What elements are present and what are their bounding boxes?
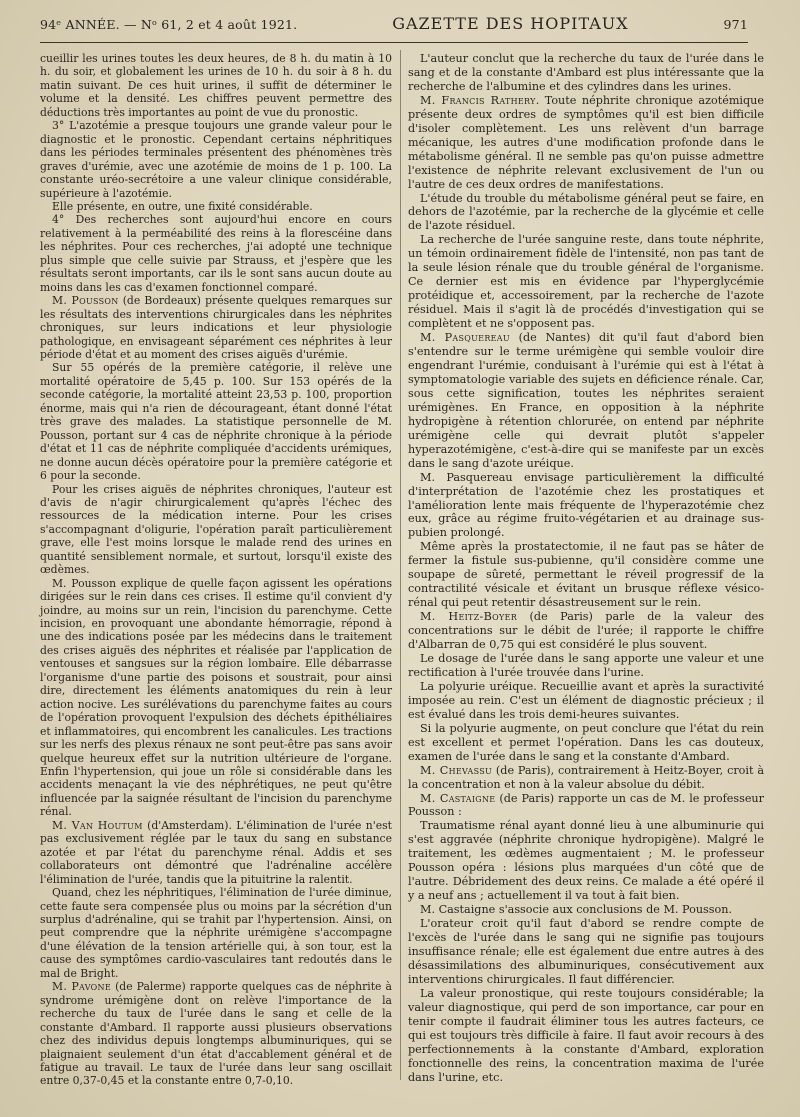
paragraph-text: (de Paris), contrairement à Heitz-Boyer, croit à la concentration et non à la valeur absolue du débit. xyxy=(408,763,764,791)
speaker-name: M. Heitz-Boyer xyxy=(420,610,518,624)
paragraph xyxy=(408,764,764,792)
paragraph-text: Sur 55 opérés de la première catégorie, il relève une mortalité opératoire de 5,45 p. 100. Sur 153 opérés de la seconde catégorie, la mortalité atteint 23,53 p. 100, proportion énorme, mais qui n'a rien de décourageant, étant donné l'état très grave des malades. La statistique personnelle de M. Pousson, portant sur 4 cas de néphrite chronique à la période d'état et 11 cas de néphrite compliquée d'accidents urémiques, ne donne aucun décès opératoire pour la première catégorie et 6 pour la seconde. xyxy=(40,361,392,483)
paragraph-text: cueillir les urines toutes les deux heures, de 8 h. du matin à 10 h. du soir, et globalement les urines de 10 h. du soir à 8 h. du matin suivant. De ces huit urines, il suffit de déterminer le volume et la densité. Les chiffres peuvent permettre des déductions très importantes au point de vue du pronostic. xyxy=(40,52,392,119)
issue-line: 94ᵉ ANNÉE. — Nᵒ 61, 2 et 4 août 1921. xyxy=(40,17,298,32)
paragraph-text: (de Paris) rapporte un cas de M. le professeur Pousson : xyxy=(408,791,764,819)
page-number: 971 xyxy=(723,17,748,32)
paragraph-text: (de Paris) parle de la valeur des concentrations sur le débit de l'urée; il rapporte le chiffre d'Albarran de 0,75 qui est considéré le plus souvent. xyxy=(408,610,764,652)
header-rule xyxy=(40,42,748,43)
paragraph xyxy=(408,331,764,471)
speaker-name: M. Chevassu xyxy=(420,763,493,777)
paragraph xyxy=(408,233,764,331)
paragraph-text: La recherche de l'urée sanguine reste, dans toute néphrite, un témoin ordinairement fidèle de l'intensité, non pas tant de la seule lésion rénale que du trouble général de l'organisme. Ce dernier est mis en évidence par l'hyperglycémie protéidique et, accessoirement, par la recherche de l'azote résiduel. Mais il s'agit là de procédés d'investigation qui se complètent et ne s'opposent pas. xyxy=(408,233,764,331)
speaker-name: M. Castaigne xyxy=(420,791,496,805)
paragraph xyxy=(40,819,392,886)
paragraph-text: Même après la prostatectomie, il ne faut pas se hâter de fermer la fistule sus-pubienne, qu'il considère comme une soupape de sûreté, permettant le réveil progressif de la contractilité vésicale et évitant un brusque réflexe vésico-rénal qui peut retentir désastreusement sur le rein. xyxy=(408,540,764,610)
speaker-name: M. Pasquereau xyxy=(420,331,510,345)
paragraph-text: La polyurie uréique. Recueillie avant et après la suractivité imposée au rein. C'est un élément de diagnostic précieux ; il est évalué dans les trois demi-heures suivantes. xyxy=(408,679,764,721)
paragraph-text: Le dosage de l'urée dans le sang apporte une valeur et une rectification à l'urée trouvée dans l'urine. xyxy=(408,651,764,679)
paragraph xyxy=(40,119,392,200)
paragraph-text: (de Palerme) rapporte quelques cas de néphrite à syndrome urémigène dont on relève l'importance de la recherche du taux de l'urée dans le sang et celle de la constante d'Ambard. Il rapporte aussi plusieurs observations chez des individus depuis longtemps albuminuriques, qui se plaignaient seulement d'un état d'accablement général et de fatigue au travail. Le taux de l'urée dans leur sang oscillait entre 0,37-0,45 et la constante entre 0,7-0,10. xyxy=(40,980,392,1088)
paragraph-text: 3° L'azotémie a presque toujours une grande valeur pour le diagnostic et le pronostic. Cependant certains néphritiques dans les périodes terminales présentent des phénomènes très graves d'urémie, avec une azotémie de moins de 1 p. 100. La constante uréo-secrétoire a une valeur clinique considérable, supérieure à l'azotémie. xyxy=(40,119,392,200)
paragraph xyxy=(408,819,764,903)
speaker-name: M. Francis Rathery xyxy=(420,93,536,107)
paragraph xyxy=(408,540,764,610)
paragraph-text: (de Bordeaux) présente quelques remarques sur les résultats des interventions chirurgicales dans les néphrites chroniques, sur leurs indications et leur physiologie pathologique, en envisageant séparément ces néphrites à leur période d'état et au moment des crises aiguës d'urémie. xyxy=(40,294,392,361)
paragraph xyxy=(40,361,392,482)
paragraph-text: 4° Des recherches sont aujourd'hui encore en cours relativement à la perméabilité des reins à la florescéine dans les néphrites. Pour ces recherches, j'ai adopté une technique plus simple que celle suivie par Strauss, et j'espère que les résultats seront importants, car ils le sont sans aucun doute au moins dans les cas d'examen fonctionnel comparé. xyxy=(40,213,392,294)
paragraph-text: Pour les crises aiguës de néphrites chroniques, l'auteur est d'avis de n'agir chirurgicalement qu'après l'échec des ressources de la médication interne. Pour les crises s'accompagnant d'oligurie, l'opération paraît particulièrement grave, elle l'est moins lorsque le malade rend des urines en quantité sensiblement normale, et surtout, lorsqu'il existe des œdèmes. xyxy=(40,482,392,577)
paragraph xyxy=(408,192,764,234)
paragraph-text: L'orateur croit qu'il faut d'abord se rendre compte de l'excès de l'urée dans le sang qui ne signifie pas toujours insuffisance rénale; elle est également due entre autres à des désassimilations des albuminuriques, consécutivement aux interventions chirurgicales. Il faut différencier. xyxy=(408,917,764,986)
right-column xyxy=(408,52,764,1085)
paragraph xyxy=(40,886,392,980)
paragraph xyxy=(408,52,764,94)
speaker-name: M. Pousson xyxy=(52,294,119,308)
speaker-name: M. Van Houtum xyxy=(52,818,143,832)
paragraph xyxy=(408,680,764,722)
paragraph xyxy=(408,792,764,820)
paragraph xyxy=(40,213,392,294)
journal-title: GAZETTE DES HOPITAUX xyxy=(392,14,629,33)
paragraph xyxy=(40,483,392,577)
paragraph-text: Si la polyurie augmente, on peut conclure que l'état du rein est excellent et permet l'opération. Dans les cas douteux, examen de l'urée dans le sang et la constante d'Ambard. xyxy=(408,721,764,763)
paragraph-text: Elle présente, en outre, une fixité considérable. xyxy=(52,199,313,213)
paragraph-text: . Toute néphrite chronique azotémique présente deux ordres de symptômes qu'il est bien difficile d'isoler complètement. Les uns relèvent d'un barrage mécanique, les autres d'une modification profonde dans le métabolisme général. Il ne semble pas qu'on puisse admettre l'existence de néphrite relevant exclusivement de l'un ou l'autre de ces deux ordres de manifestations. xyxy=(408,93,764,191)
paragraph xyxy=(408,903,764,917)
paragraph xyxy=(40,980,392,1088)
paragraph-text: L'étude du trouble du métabolisme général peut se faire, en dehors de l'azotémie, par la recherche de la glycémie et celle de l'azote résiduel. xyxy=(408,191,764,233)
paragraph-text: L'auteur conclut que la recherche du taux de l'urée dans le sang et de la constante d'Ambard est plus intéressante que la recherche de l'albumine et des cylindres dans les urines. xyxy=(408,52,764,93)
paragraph xyxy=(408,94,764,192)
paragraph-text: M. Pousson explique de quelle façon agissent les opérations dirigées sur le rein dans ces crises. Il estime qu'il convient d'y joindre, au moins sur un rein, l'incision du parenchyme. Cette incision, en provoquant une abondante hémorragie, répond à une des indications posée par les médecins dans le traitement des crises aiguës des néphrites et réalisée par l'application de ventouses et sangsues sur la région lombaire. Elle débarrasse l'organisme d'une partie des poisons et soustrait, pour ainsi dire, directement les éléments anatomiques du rein à leur action nocive. Les surélévations du parenchyme faites au cours de l'opération provoquent l'expulsion des déchets épithéliaires et inflammatoires, qui encombrent les canalicules. Les tractions sur les nerfs des plexus rénaux ne sont peut-être pas sans avoir quelque heureux effet sur la nutrition ultérieure de l'organe. Enfin l'hypertension, qui joue un rôle si considérable dans les accidents menaçant la vie des néphrétiques, ne peut qu'être influencée par la saignée résultant de l'incision du parenchyme rénal. xyxy=(40,576,392,819)
page-header xyxy=(40,14,748,40)
paragraph xyxy=(408,610,764,652)
paragraph xyxy=(408,987,764,1085)
paragraph-text: (de Nantes) dit qu'il faut d'abord bien s'entendre sur le terme urémigène qui semble vouloir dire engendrant l'urémie, conduisant à l'urémie qui est à l'état à symptomatologie variable des sujets en déficience rénale. Car, sous cette signification, toutes les néphrites seraient urémigènes. En France, en opposition à la néphrite hydropigène à rétention chlorurée, on entend par néphrite urémigène celle qui devrait plutôt s'appeler hyperazotémigène, c'est-à-dire qui se manifeste par un excès dans le sang d'azote uréique. xyxy=(408,331,765,470)
paragraph xyxy=(40,294,392,361)
paragraph-text: M. Castaigne s'associe aux conclusions de M. Pousson. xyxy=(420,903,733,917)
paragraph-text: M. Pasquereau envisage particulièrement la difficulté d'interprétation de l'azotémie chez les prostatiques et l'amélioration lente mais fréquente de l'hyperazotémie chez eux, grâce au régime fruito-végétarien et au drainage sus-pubien prolongé. xyxy=(408,470,764,540)
speaker-name: M. Pavone xyxy=(52,980,111,994)
left-column xyxy=(40,52,392,1088)
column-divider xyxy=(400,50,401,1080)
paragraph-text: Quand, chez les néphritiques, l'élimination de l'urée diminue, cette faute sera compensée plus ou moins par la sécrétion d'un surplus d'adrénaline, qui se trahit par l'hypertension. Ainsi, on peut comprendre que la néphrite urémigène s'accompagne d'une élévation de la tension artérielle qui, à son tour, est la cause des symptômes cardio-vasculaires tant redoutés dans le mal de Bright. xyxy=(40,886,392,980)
paragraph xyxy=(408,917,764,987)
paragraph xyxy=(40,52,392,119)
paragraph-text: Traumatisme rénal ayant donné lieu à une albuminurie qui s'est aggravée (néphrite chronique hydropigène). Malgré le traitement, les œdèmes augmentaient ; M. le professeur Pousson opéra : lésions plus marquées d'un côté que de l'autre. Débridement des deux reins. Ce malade a été opéré il y a neuf ans ; actuellement il va tout à fait bien. xyxy=(408,819,764,903)
paragraph-text: La valeur pronostique, qui reste toujours considérable; la valeur diagnostique, qui perd de son importance, car pour en tenir compte il faudrait éliminer tous les autres facteurs, ce qui est toujours très difficile à faire. Il faut avoir recours à des perfectionnements à la constante d'Ambard, exploration fonctionnelle des reins, la concentration maxima de l'urée dans l'urine, etc. xyxy=(408,986,764,1084)
paragraph xyxy=(40,577,392,819)
paragraph-text: (d'Amsterdam). L'élimination de l'urée n'est pas exclusivement réglée par le taux du sang en substance azotée et par l'état du parenchyme rénal. Addis et ses collaborateurs ont démontré que l'adrénaline accélère l'élimination de l'urée, tandis que la pituitrine la ralentit. xyxy=(40,818,392,886)
paragraph xyxy=(408,652,764,680)
paragraph xyxy=(408,471,764,541)
paragraph xyxy=(40,200,392,213)
paragraph xyxy=(408,722,764,764)
